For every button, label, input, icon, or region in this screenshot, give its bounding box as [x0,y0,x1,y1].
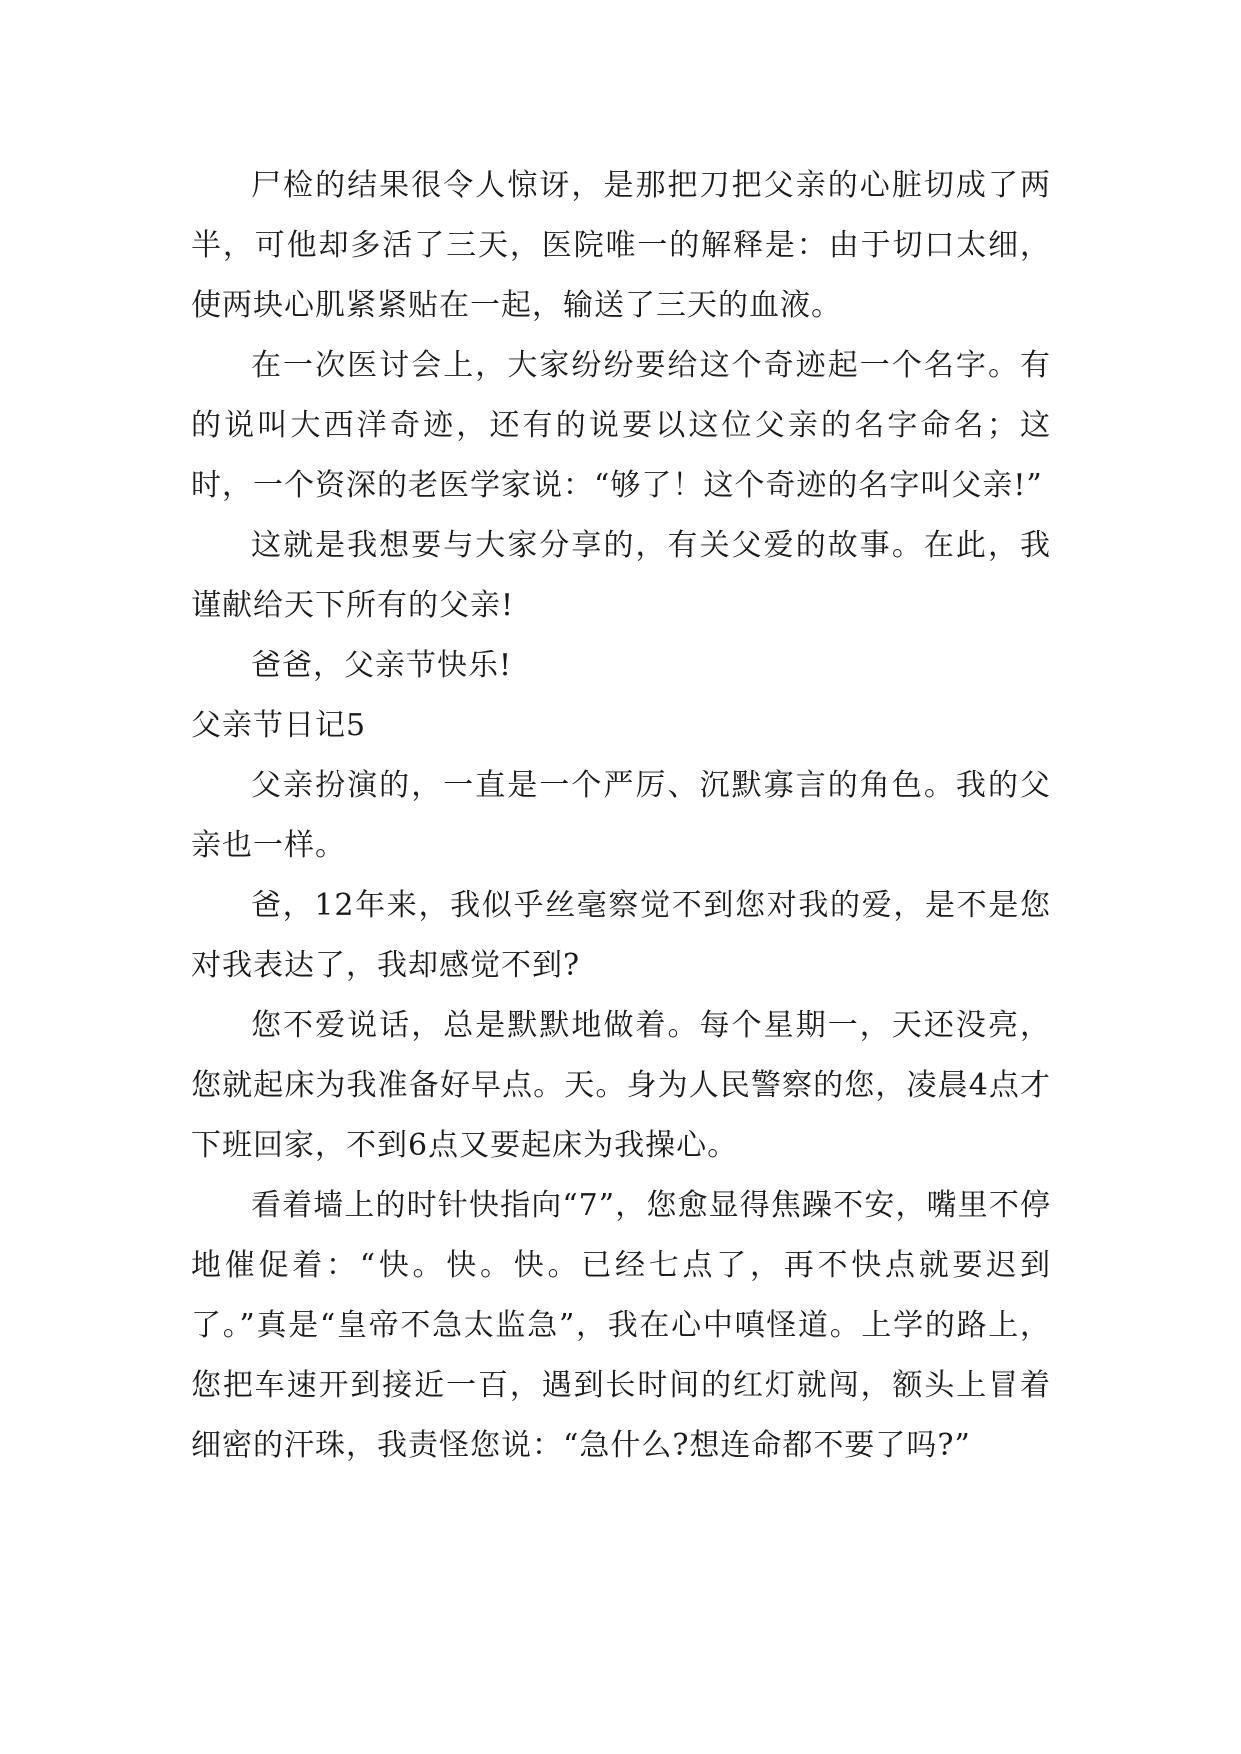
paragraph-medical-seminar: 在一次医讨会上，大家纷纷要给这个奇迹起一个名字。有的说叫大西洋奇迹，还有的说要以这位父亲的名字命名；这时，一个资深的老医学家说：“够了！这个奇迹的名字叫父亲!” [191,348,1051,503]
document-body [191,156,1051,1476]
paragraph-twelve-years: 爸，12年来，我似乎丝毫察觉不到您对我的爱，是不是您对我表达了，我却感觉不到? [191,888,1051,983]
paragraph-greeting: 爸爸，父亲节快乐! [251,648,513,683]
section-title: 父亲节日记5 [191,708,367,743]
paragraph-father-role: 父亲扮演的，一直是一个严厉、沉默寡言的角色。我的父亲也一样。 [191,768,1051,863]
paragraph-dedication: 这就是我想要与大家分享的，有关父爱的故事。在此，我谨献给天下所有的父亲! [191,528,1051,623]
paragraph-silent-care: 您不爱说话，总是默默地做着。每个星期一，天还没亮，您就起床为我准备好早点。天。身为人民警察的您，凌晨4点才下班回家，不到6点又要起床为我操心。 [191,1008,1051,1163]
paragraph-autopsy-result: 尸检的结果很令人惊讶，是那把刀把父亲的心脏切成了两半，可他却多活了三天，医院唯一的解释是：由于切口太细，使两块心肌紧紧贴在一起，输送了三天的血液。 [191,168,1051,323]
paragraph-morning-rush: 看着墙上的时针快指向“7”，您愈显得焦躁不安，嘴里不停地催促着：“快。快。快。已经七点了，再不快点就要迟到了。”真是“皇帝不急太监急”，我在心中嗔怪道。上学的路上，您把车速开到接近一百，遇到长时间的红灯就闯，额头上冒着细密的汗珠，我责怪您说：“急什么?想连命都不要了吗?” [191,1188,1051,1463]
